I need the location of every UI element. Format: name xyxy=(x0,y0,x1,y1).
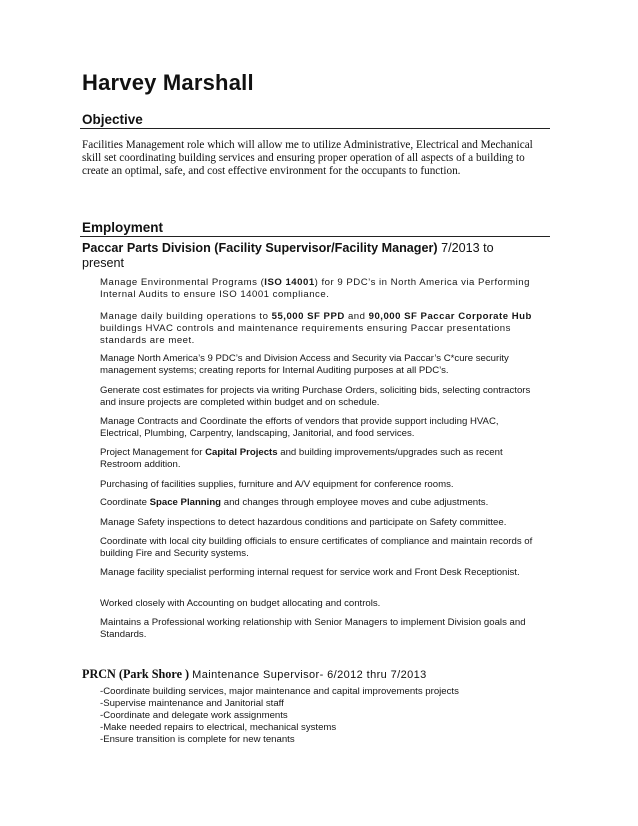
candidate-name: Harvey Marshall xyxy=(82,70,254,95)
list-item: -Ensure transition is complete for new tenants xyxy=(100,734,295,745)
duty-item: Purchasing of facilities supplies, furniture and A/V equipment for conference rooms. xyxy=(100,479,454,490)
objective-text: Facilities Management role which will allow me to utilize Administrative, Electrical and Mechanical skill set coordinating building services and ensuring proper operation of all aspects of a building to create an optimal, safe, and cost effective environment for the occupants to function. xyxy=(82,139,533,178)
list-item: -Coordinate building services, major maintenance and capital improvements projects xyxy=(100,686,459,697)
duty-item: Coordinate Space Planning and changes through employee moves and cube adjustments. xyxy=(100,497,489,508)
duty-item: Manage Environmental Programs (ISO 14001) for 9 PDC’s in North America via Performing Internal Audits to ensure ISO 14001 compliance. xyxy=(100,277,530,301)
objective-divider xyxy=(80,128,550,129)
job-org-paccar: Paccar Parts Division (Facility Supervisor/Facility Manager) xyxy=(82,241,438,255)
list-item: -Supervise maintenance and Janitorial staff xyxy=(100,698,284,709)
employment-heading: Employment xyxy=(82,220,164,235)
duty-item: Manage Contracts and Coordinate the efforts of vendors that provide support including HVAC, Electrical, Plumbing, Carpentry, landscaping, Janitorial, and food services. xyxy=(100,416,499,440)
duty-item: Generate cost estimates for projects via writing Purchase Orders, soliciting bids, selecting contractors and insure projects are completed within budget and on schedule. xyxy=(100,385,531,409)
duty-item: Coordinate with local city building officials to ensure certificates of compliance and maintain records of building Fire and Security systems. xyxy=(100,536,533,560)
duty-item: Maintains a Professional working relationship with Senior Managers to implement Division goals and Standards. xyxy=(100,617,526,641)
duty-item: Manage facility specialist performing internal request for service work and Front Desk Receptionist. xyxy=(100,567,520,578)
duty-item: Manage daily building operations to 55,000 SF PPD and 90,000 SF Paccar Corporate Hub buildings HVAC controls and maintenance requirements ensuring Paccar presentations standards are meet. xyxy=(100,311,532,347)
employment-divider xyxy=(80,236,550,237)
objective-heading: Objective xyxy=(82,112,143,127)
duty-item: Manage Safety inspections to detect hazardous conditions and participate on Safety committee. xyxy=(100,517,507,528)
duty-item: Project Management for Capital Projects and building improvements/upgrades such as recent Restroom addition. xyxy=(100,447,503,471)
duty-item: Worked closely with Accounting on budget allocating and controls. xyxy=(100,598,381,609)
job-title-prcn: PRCN (Park Shore ) Maintenance Supervisor- 6/2012 thru 7/2013 xyxy=(82,667,427,681)
job-dates-paccar: 7/2013 to present xyxy=(82,241,494,270)
job-role-prcn: Maintenance Supervisor- 6/2012 thru 7/2013 xyxy=(192,669,427,681)
list-item: -Make needed repairs to electrical, mechanical systems xyxy=(100,722,337,733)
duty-item: Manage North America’s 9 PDC’s and Division Access and Security via Paccar’s C*cure security management systems; creating reports for Internal Auditing purposes at all PDC’s. xyxy=(100,353,509,377)
list-item: -Coordinate and delegate work assignments xyxy=(100,710,288,721)
job-title-paccar xyxy=(82,241,532,271)
job-org-prcn: PRCN (Park Shore xyxy=(82,667,182,681)
